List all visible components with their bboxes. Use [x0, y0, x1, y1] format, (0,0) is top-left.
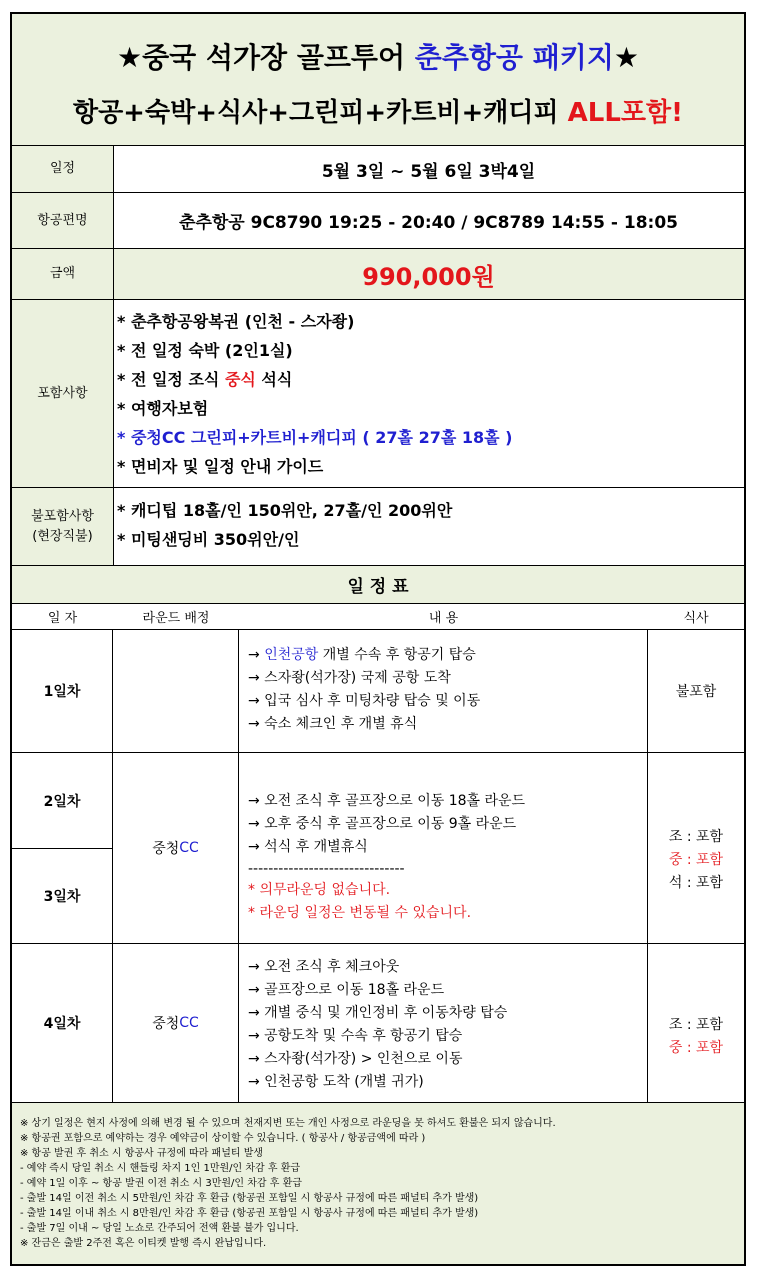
header-round: 라운드 배정: [142, 611, 210, 626]
day23-step: → 오전 조식 후 골프장으로 이동 18홀 라운드: [248, 793, 526, 809]
flight-row: [12, 193, 744, 249]
excluded-list: [117, 496, 452, 554]
itinerary-header-row: [12, 604, 744, 630]
excluded-label: 불포함사항 (현장직불): [12, 488, 114, 565]
day4-step: → 오전 조식 후 체크아웃: [248, 959, 400, 975]
footnote-line: ※ 항공권 포함으로 예약하는 경우 예약금이 상이할 수 있습니다. ( 항공사 / 항공금액에 따라 ): [20, 1133, 426, 1144]
footnotes: [20, 1116, 556, 1251]
included-item: * 전 일정 숙박 (2인1실): [117, 341, 293, 360]
day4-meal: 중 : 포함: [668, 1040, 724, 1056]
day1-step: → 스자좡(석가장) 국제 공항 도착: [248, 670, 451, 686]
day2-label: 2일차: [43, 793, 81, 810]
day1-meal: 불포함: [675, 684, 717, 700]
day23-steps: [248, 790, 525, 925]
day4-step: → 공항도착 및 수속 후 항공기 탑승: [248, 1028, 463, 1044]
excluded-item: * 캐디팁 18홀/인 150위안, 27홀/인 200위안: [117, 501, 453, 520]
schedule-row: [12, 146, 744, 193]
title-line-2: 항공+숙박+식사+그린피+카트비+캐디피 ALL포함!: [72, 98, 684, 128]
itinerary-title-row: [12, 566, 744, 604]
included-label: 포함사항: [12, 300, 114, 487]
itinerary-body: [12, 630, 744, 1102]
included-item: * 춘추항공왕복권 (인천 - 스자좡): [117, 312, 355, 331]
tour-sheet: [10, 12, 746, 1266]
header-meal: 식사: [683, 611, 709, 626]
day4-steps: [248, 956, 507, 1094]
header-content: 내 용: [428, 611, 459, 626]
included-item: * 전 일정 조식 중식 석식: [117, 370, 293, 389]
day4-meals: [648, 1014, 744, 1060]
excluded-row: [12, 488, 744, 566]
included-list: [117, 307, 512, 481]
footnote-line: ※ 상기 일정은 현지 사정에 의해 변경 될 수 있으며 천재지변 또는 개인 사정으로 라운딩을 못 하셔도 환불은 되지 않습니다.: [20, 1118, 556, 1129]
day4-label: 4일차: [43, 1016, 81, 1032]
title-block: [12, 14, 744, 146]
day23-meals: [648, 826, 744, 895]
included-item: * 중청CC 그린피+카트비+캐디피 ( 27홀 27홀 18홀 ): [117, 428, 513, 447]
day4-step: → 인천공항 도착 (개별 귀가): [248, 1074, 424, 1090]
included-item: * 면비자 및 일정 안내 가이드: [117, 457, 324, 476]
excluded-item: * 미팅샌딩비 350위안/인: [117, 530, 300, 549]
day1-step: → 인천공항 개별 수속 후 항공기 탑승: [248, 647, 476, 663]
day23-meal: 조 : 포함: [668, 829, 724, 845]
col-divider: [238, 630, 239, 1102]
day23-step: → 오후 중식 후 골프장으로 이동 9홀 라운드: [248, 816, 517, 832]
footnote-line: - 출발 14일 이내 취소 시 8만원/인 차감 후 환급 (항공권 포함일 시 항공사 규정에 따른 패널티 추가 발생): [20, 1208, 479, 1219]
day1-step: → 입국 심사 후 미팅차량 탑승 및 이동: [248, 693, 481, 709]
day23-note: * 라운딩 일정은 변동될 수 있습니다.: [248, 905, 472, 921]
day4-step: → 개별 중식 및 개인정비 후 이동차량 탑승: [248, 1005, 508, 1021]
price-row: [12, 249, 744, 300]
included-item: * 여행자보험: [117, 399, 209, 418]
day23-meal: 중 : 포함: [668, 852, 724, 868]
schedule-label: 일정: [12, 146, 114, 192]
day23-note: * 의무라운딩 없습니다.: [248, 882, 391, 898]
footnote-line: ※ 항공 발권 후 취소 시 항공사 규정에 따라 패널티 발생: [20, 1148, 264, 1159]
flight-value: 춘추항공 9C8790 19:25 - 20:40 / 9C8789 14:55 - 18:05: [179, 213, 678, 233]
day3-label: 3일차: [43, 889, 81, 905]
included-row: [12, 300, 744, 488]
day4-step: → 골프장으로 이동 18홀 라운드: [248, 982, 445, 998]
day4-round: 중청 CC: [152, 1015, 199, 1032]
footnote-line: - 출발 7일 이내 ~ 당일 노쇼로 간주되어 전액 환불 불가 입니다.: [20, 1223, 299, 1234]
footnote-line: - 예약 1일 이후 ~ 항공 발권 이전 취소 시 3만원/인 차감 후 환급: [20, 1178, 302, 1189]
day23-round: 중청 CC: [152, 840, 199, 857]
day23-step: → 석식 후 개별휴식: [248, 839, 368, 855]
day4-step: → 스자좡(석가장) > 인천으로 이동: [248, 1051, 463, 1067]
day23-divider: -------------------------------: [248, 861, 405, 877]
footnote-line: - 예약 즉시 당일 취소 시 핸들링 차지 1인 1만원/인 차감 후 환급: [20, 1163, 301, 1174]
header-day: 일 자: [47, 611, 78, 626]
price-value: 990,000원: [362, 262, 495, 291]
footnote-line: ※ 잔금은 출발 2주전 혹은 이티켓 발행 즉시 완납입니다.: [20, 1238, 267, 1249]
flight-label: 항공편명: [12, 193, 114, 248]
day1-steps: [248, 644, 480, 736]
title-line-1: ★중국 석가장 골프투어 춘추항공 패키지★: [117, 41, 639, 74]
day23-meal: 석 : 포함: [668, 875, 724, 891]
footnote-line: - 출발 14일 이전 취소 시 5만원/인 차감 후 환급 (항공권 포함일 시 항공사 규정에 따른 패널티 추가 발생): [20, 1193, 479, 1204]
itinerary-title: 일 정 표: [347, 577, 409, 597]
day1-step: → 숙소 체크인 후 개별 휴식: [248, 716, 418, 732]
schedule-value: 5월 3일 ~ 5월 6일 3박4일: [321, 161, 536, 182]
day1-label: 1일차: [43, 684, 81, 700]
day4-meal: 조 : 포함: [668, 1017, 724, 1033]
price-label: 금액: [12, 249, 114, 299]
